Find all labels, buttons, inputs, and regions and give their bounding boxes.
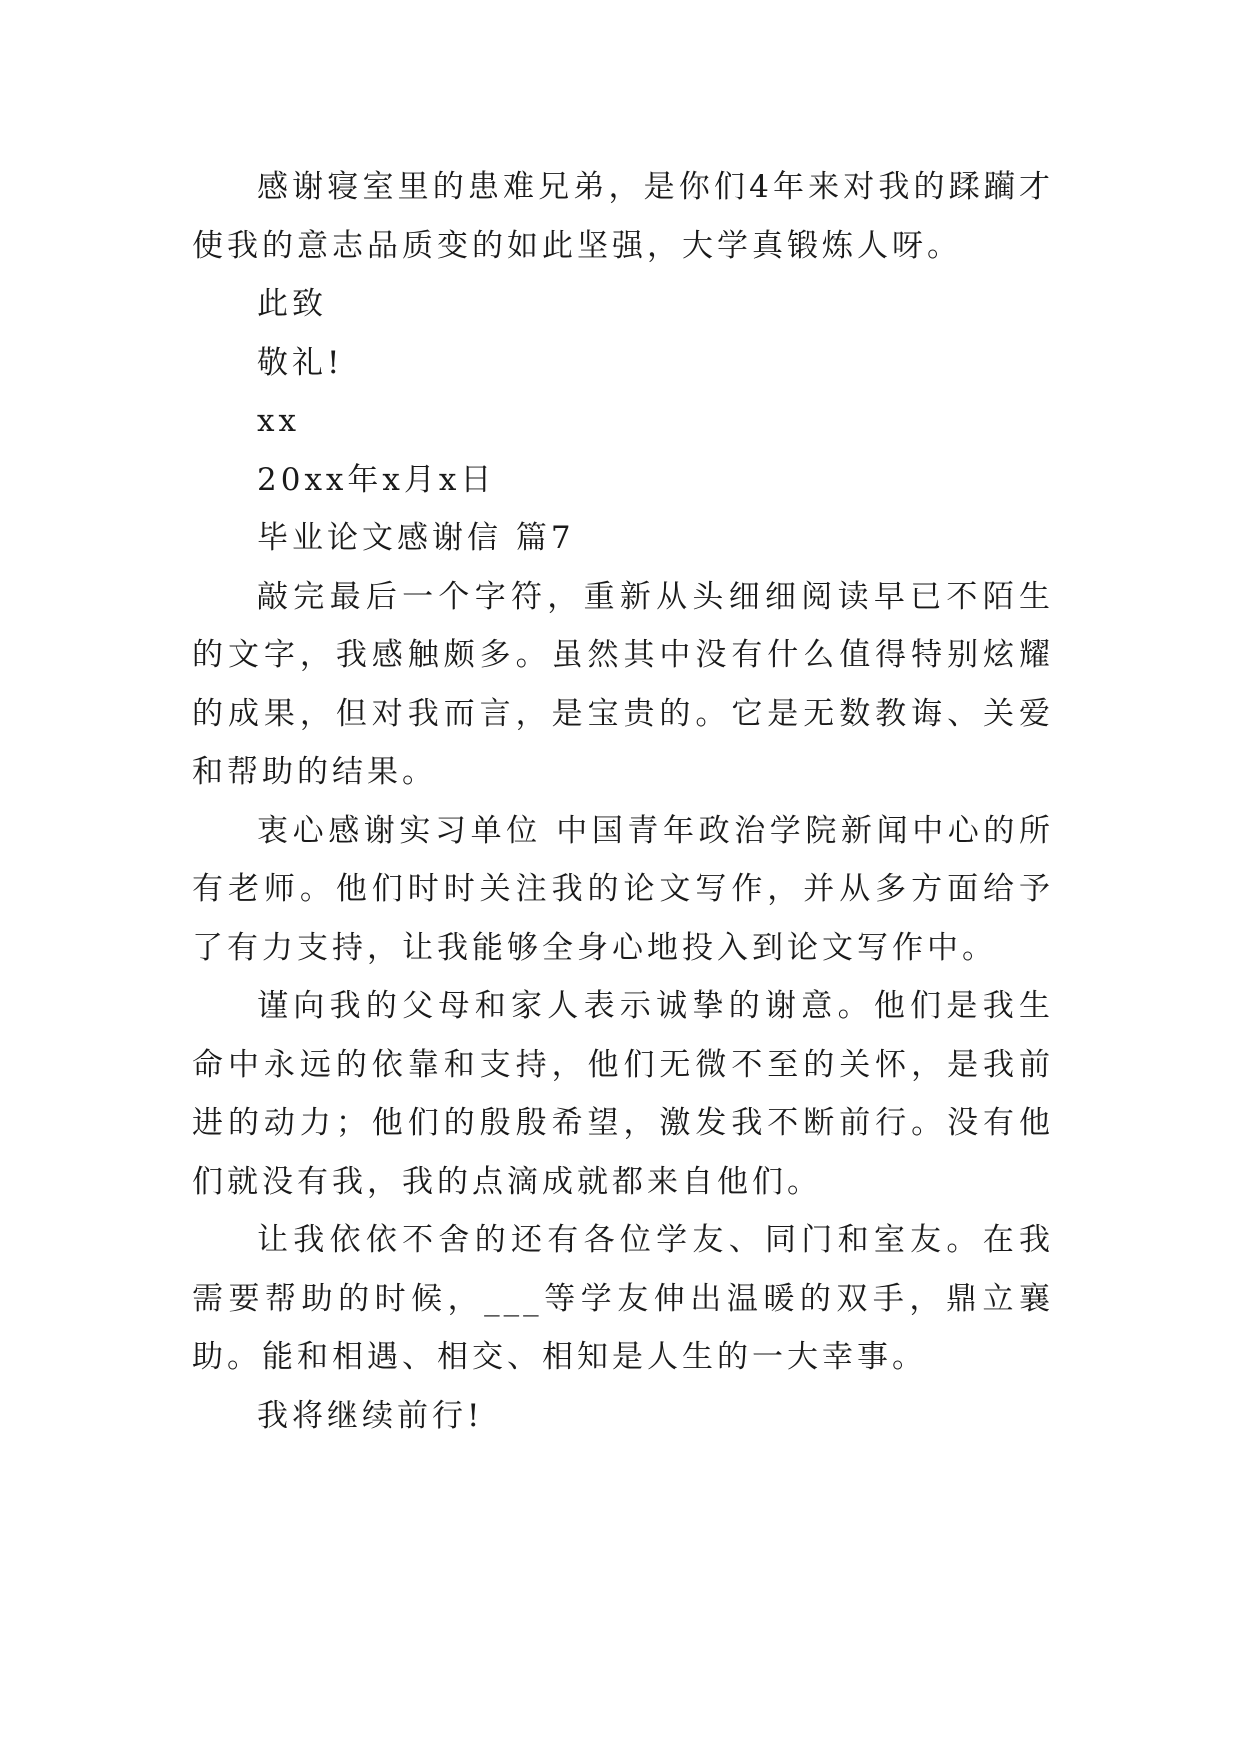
paragraph-thanks-roommates: 感谢寝室里的患难兄弟，是你们4年来对我的蹂躏才使我的意志品质变的如此坚强，大学真锻炼人呀。 xyxy=(192,169,1054,264)
closing-salutation: 此致 xyxy=(257,286,327,322)
document-body xyxy=(192,158,1054,1445)
paragraph-finishing-thesis: 敲完最后一个字符，重新从头细细阅读早已不陌生的文字，我感触颇多。虽然其中没有什么值得特别炫耀的成果，但对我而言，是宝贵的。它是无数教诲、关爱和帮助的结果。 xyxy=(192,578,1054,790)
paragraph-thanks-classmates: 让我依依不舍的还有各位学友、同门和室友。在我需要帮助的时候，___等学友伸出温暖的双手，鼎立襄助。能和相遇、相交、相知是人生的一大幸事。 xyxy=(192,1222,1054,1375)
paragraph-closing: 我将继续前行! xyxy=(257,1397,484,1434)
section-heading: 毕业论文感谢信 篇7 xyxy=(257,520,575,556)
paragraph-thanks-family: 谨向我的父母和家人表示诚挚的谢意。他们是我生命中永远的依靠和支持，他们无微不至的关怀，是我前进的动力；他们的殷殷希望，激发我不断前行。没有他们就没有我，我的点滴成就都来自他们。 xyxy=(192,988,1054,1200)
signature-name: xx xyxy=(257,403,300,439)
paragraph-thanks-internship: 衷心感谢实习单位 中国青年政治学院新闻中心的所有老师。他们时时关注我的论文写作，并从多方面给予了有力支持，让我能够全身心地投入到论文写作中。 xyxy=(192,812,1054,966)
signature-date: 20xx年x月x日 xyxy=(257,461,496,498)
closing-regards: 敬礼! xyxy=(257,344,344,381)
